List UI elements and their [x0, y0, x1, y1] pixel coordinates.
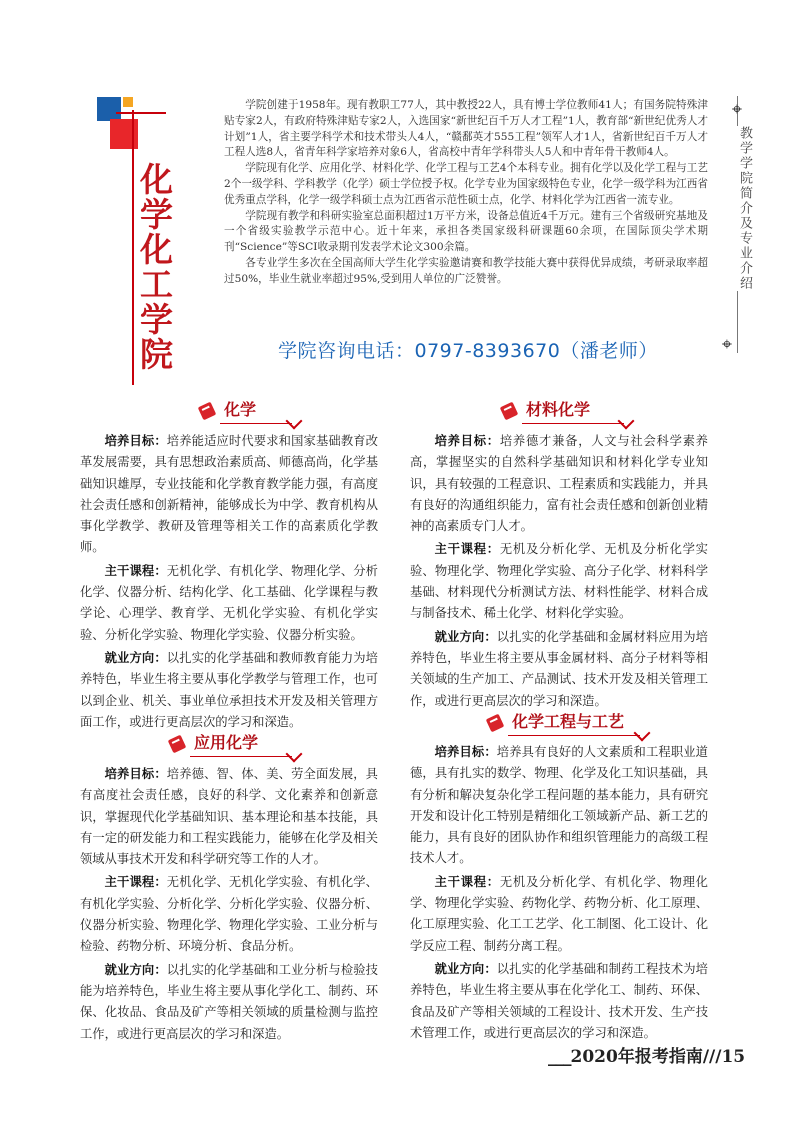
major-courses [80, 561, 378, 646]
major-goal [80, 764, 378, 870]
course-label: 主干课程： [104, 875, 167, 890]
footer-label: 2020年报考指南 [570, 1047, 703, 1067]
career-text: 以扎实的化学基础和教师教育能力为培养特色，毕业生将主要从事化学教学与管理工作，也可以到企业、机关、事业单位承担技术开发及相关管理方面工作，或进行更高层次的学习和深造。 [80, 650, 378, 729]
major-materials-chemistry [410, 431, 708, 714]
goal-text: 培养德、智、体、美、劳全面发展，具有高度社会责任感，良好的科学、文化素养和创新意识，掌握现代化学基础知识、基本理论和基本技能，具有一定的研发能力和工程实践能力，能够在化学及相关领域从事技术开发和科学研究等工作的人才。 [80, 767, 378, 867]
section-header-applied-chemistry [170, 731, 300, 757]
goal-label: 培养目标： [434, 434, 500, 448]
section-underline [522, 423, 624, 424]
goal-text: 培养能适应时代要求和国家基础教育改革发展需要，具有思想政治素质高、师德高尚，化学基础知识雄厚，专业技能和化学教育教学能力强，有高度社会责任感和创新精神，能够成长为中学、教育机构从事化学教学、教研及管理等相关工作的高素质化学教师。 [80, 434, 378, 555]
footer-slashes: /// [702, 1047, 722, 1067]
goal-label: 培养目标： [104, 767, 167, 781]
page-footer [548, 1042, 748, 1067]
major-career [410, 959, 708, 1044]
course-text: 无机化学、无机化学实验、有机化学、有机化学实验、分析化学、分析化学实验、仪器分析、仪器分析实验、物理化学、物理化学实验、工业分析与检验、药物分析、环境分析、食品分析。 [80, 875, 378, 954]
major-chemical-engineering [410, 742, 708, 1046]
college-intro [224, 98, 708, 288]
major-goal [80, 431, 378, 559]
page-number: 15 [721, 1047, 746, 1067]
career-label: 就业方向： [434, 629, 497, 644]
section-title: 化学工程与工艺 [512, 712, 625, 731]
career-text: 以扎实的化学基础和工业分析与检验技能为培养特色，毕业生将主要从事化学化工、制药、环保、化妆品、食品及矿产等相关领域的质量检测与监控工作，或进行更高层次的学习和深造。 [80, 962, 378, 1041]
section-title: 应用化学 [194, 733, 259, 752]
consult-phone: 学院咨询电话：0797-8393670（潘老师） [278, 340, 658, 362]
book-icon [198, 402, 217, 421]
career-label: 就业方向： [104, 962, 167, 977]
section-header-materials-chemistry [502, 398, 632, 424]
career-label: 就业方向： [434, 961, 497, 976]
logo-blue-square [97, 97, 121, 121]
course-text: 无机及分析化学、无机及分析化学实验、物理化学、物理化学实验、高分子化学、材料科学基础、材料现代分析测试方法、材料性能学、材料合成与制备技术、稀土化学、材料化学实验。 [410, 542, 708, 621]
crosshair-icon: ⌖ [721, 334, 733, 355]
pen-tip-icon [618, 413, 635, 430]
career-label: 就业方向： [104, 650, 167, 665]
major-career [80, 648, 378, 733]
side-tab-label: 教学学院简介及专业介绍 [732, 126, 754, 291]
career-text: 以扎实的化学基础和制药工程技术为培养特色，毕业生将主要从事在化学化工、制药、环保、食品及矿产等相关领域的工程设计、技术开发、生产技术管理工作，或进行更高层次的学习和深造。 [410, 961, 708, 1040]
major-applied-chemistry [80, 764, 378, 1047]
section-title: 材料化学 [526, 400, 591, 419]
major-courses [410, 872, 708, 957]
book-icon [486, 714, 505, 733]
section-underline [220, 423, 292, 424]
career-text: 以扎实的化学基础和金属材料应用为培养特色，毕业生将主要从事金属材料、高分子材料等相关领域的生产加工、产品测试、技术开发及相关管理工作，或进行更高层次的学习和深造。 [410, 629, 708, 708]
section-title: 化学 [224, 400, 257, 419]
major-courses [80, 872, 378, 957]
logo-orange-square [123, 97, 133, 107]
pen-tip-icon [634, 725, 651, 742]
course-label: 主干课程： [434, 874, 500, 889]
major-courses [410, 539, 708, 624]
major-goal [410, 742, 708, 870]
logo-horizontal-rule [116, 112, 166, 114]
major-chemistry [80, 431, 378, 735]
section-header-chemical-engineering [488, 710, 648, 736]
pen-tip-icon [286, 746, 303, 763]
major-career [80, 960, 378, 1045]
goal-text: 培养具有良好的人文素质和工程职业道德，具有扎实的数学、物理、化学及化工知识基础，具有分析和解决复杂化学工程问题的基本能力，具有研究开发和设计化工特别是精细化工领域新产品、新工艺的能力，具有良好的团队协作和组织管理能力的高级工程技术人才。 [410, 745, 708, 866]
pen-tip-icon [286, 413, 303, 430]
section-underline [508, 735, 640, 736]
course-text: 无机及分析化学、有机化学、物理化学、物理化学实验、药物化学、药物分析、化工原理、化工原理实验、化工工艺学、化工制图、化工设计、化学反应工程、制药分离工程。 [410, 874, 708, 953]
intro-paragraph: 各专业学生多次在全国高师大学生化学实验邀请赛和教学技能大赛中获得优异成绩，考研录取率超过50%，毕业生就业率超过95%,受到用人单位的广泛赞誉。 [224, 256, 708, 285]
book-icon [168, 735, 187, 754]
goal-label: 培养目标： [434, 745, 497, 759]
course-label: 主干课程： [104, 563, 167, 578]
course-label: 主干课程： [434, 542, 500, 557]
book-icon [500, 402, 519, 421]
intro-paragraph: 学院现有化学、应用化学、材料化学、化学工程与工艺4个本科专业。拥有化学以及化学工程与工艺2个一级学科、学科教学（化学）硕士学位授予权。化学专业为国家级特色专业，化学一级学科为江西省优秀重点学科，化学一级学科硕士点为江西省示范性硕士点，化学、材料化学为江西省一流专业。 [224, 162, 708, 206]
intro-paragraph: 学院现有教学和科研实验室总面积超过1万平方米，设备总值近4千万元。建有三个省级研究基地及一个省级实验教学示范中心。近十年来，承担各类国家级科研课题60余项，在国际顶尖学术期刊“Science”等SCI收录期刊发表学术论文300余篇。 [224, 209, 708, 254]
major-career [410, 627, 708, 712]
intro-paragraph: 学院创建于1958年。现有教职工77人，其中教授22人，具有博士学位教师41人；有国务院特殊津贴专家2人，有政府特殊津贴专家2人，入选国家“新世纪百千万人才工程”1人，教育部“新世纪优秀人才计划”1人，省主要学科学术和技术带头人4人，“赣鄱英才555工程”领军人才1人，省新世纪百千万人才工程人选8人，省青年科学家培养对象6人，省高校中青年学科带头人5人和中青年骨干教师4人。 [224, 99, 708, 159]
section-header-chemistry [200, 398, 300, 424]
crosshair-icon: ⌖ [731, 99, 743, 120]
major-goal [410, 431, 708, 537]
college-name: 化学化工学院 [135, 162, 174, 372]
goal-text: 培养德才兼备，人文与社会科学素养高，掌握坚实的自然科学基础知识和材料化学专业知识，具有较强的工程意识、工程素质和实践能力，并具有良好的沟通组织能力，富有社会责任感和创新创业精神的高素质专门人才。 [410, 434, 708, 534]
footer-dash: ___ [548, 1047, 571, 1067]
section-underline [190, 756, 292, 757]
course-text: 无机化学、有机化学、物理化学、分析化学、仪器分析、结构化学、化工基础、化学课程与教学论、心理学、教育学、无机化学实验、有机化学实验、分析化学实验、物理化学实验、仪器分析实验。 [80, 563, 378, 642]
goal-label: 培养目标： [104, 434, 167, 448]
